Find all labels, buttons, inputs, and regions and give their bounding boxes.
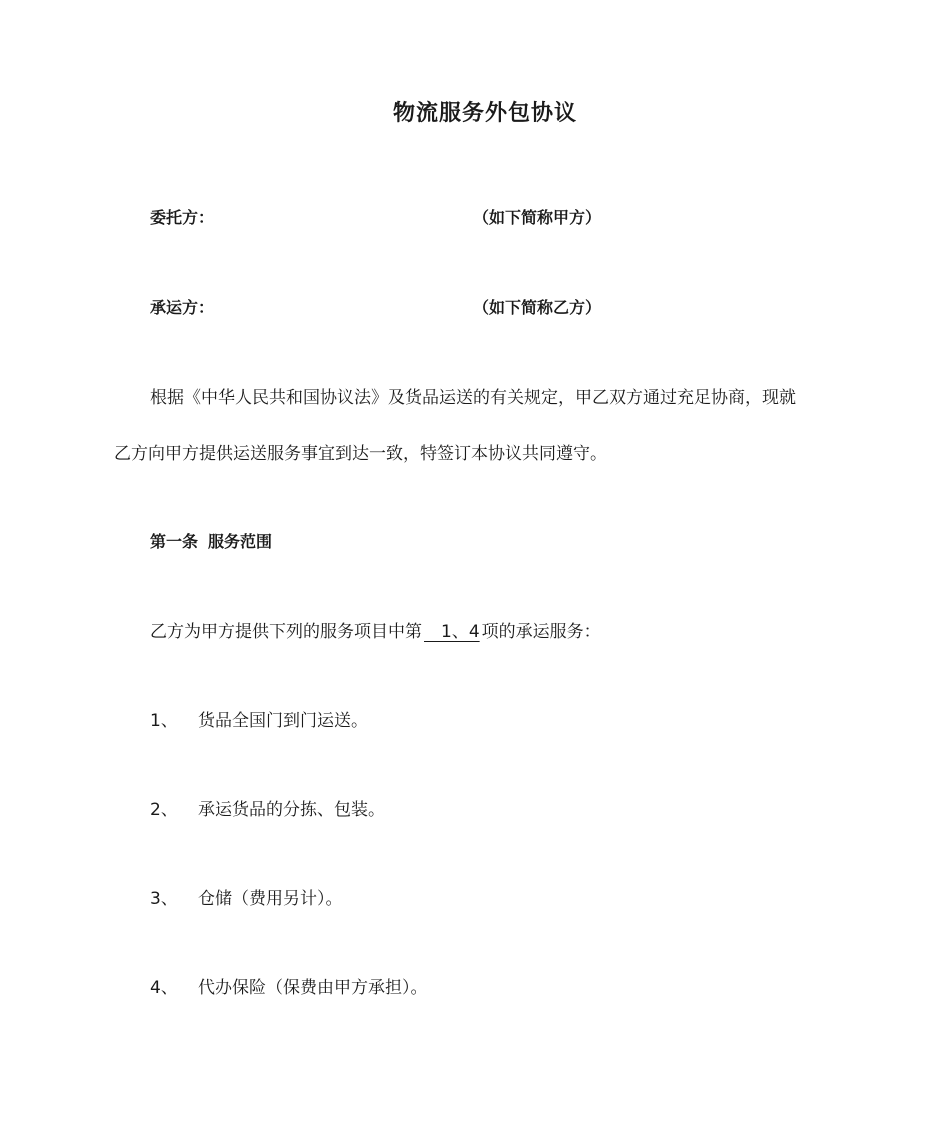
article-1-number: 第一条 — [150, 532, 199, 551]
intro-line-2: 乙方向甲方提供运送服务事宜到达一致，特签订本协议共同遵守。 — [114, 444, 607, 464]
list-item-text: 仓储（费用另计）。 — [198, 889, 343, 909]
list-item-number: 4、 — [150, 978, 178, 998]
party-carrier-label: 承运方： — [150, 298, 215, 317]
party-client-note: （如下简称甲方） — [473, 208, 602, 227]
scope-statement — [150, 617, 601, 642]
list-item — [150, 706, 368, 731]
list-item-text: 承运货品的分拣、包装。 — [198, 800, 385, 820]
list-item — [150, 884, 343, 909]
party-client-label: 委托方： — [150, 208, 215, 227]
scope-prefix: 乙方为甲方提供下列的服务项目中第 — [150, 622, 422, 642]
list-item-number: 1、 — [150, 711, 178, 731]
party-carrier — [150, 295, 602, 318]
scope-suffix: 项的承运服务： — [481, 622, 601, 642]
list-item-text: 代办保险（保费由甲方承担）。 — [198, 978, 428, 998]
party-carrier-note: （如下简称乙方） — [473, 298, 602, 317]
scope-value: 1、4 — [424, 622, 480, 642]
list-item-number: 2、 — [150, 800, 178, 820]
list-item — [150, 973, 428, 998]
party-client — [150, 205, 602, 228]
article-1-title: 服务范围 — [208, 532, 273, 551]
document-title: 物流服务外包协议 — [392, 101, 577, 126]
list-item-number: 3、 — [150, 889, 178, 909]
intro-line-1: 根据《中华人民共和国协议法》及货品运送的有关规定，甲乙双方通过充足协商，现就 — [150, 388, 796, 408]
list-item-text: 货品全国门到门运送。 — [198, 711, 368, 731]
article-1-heading — [150, 529, 272, 552]
list-item — [150, 795, 385, 820]
